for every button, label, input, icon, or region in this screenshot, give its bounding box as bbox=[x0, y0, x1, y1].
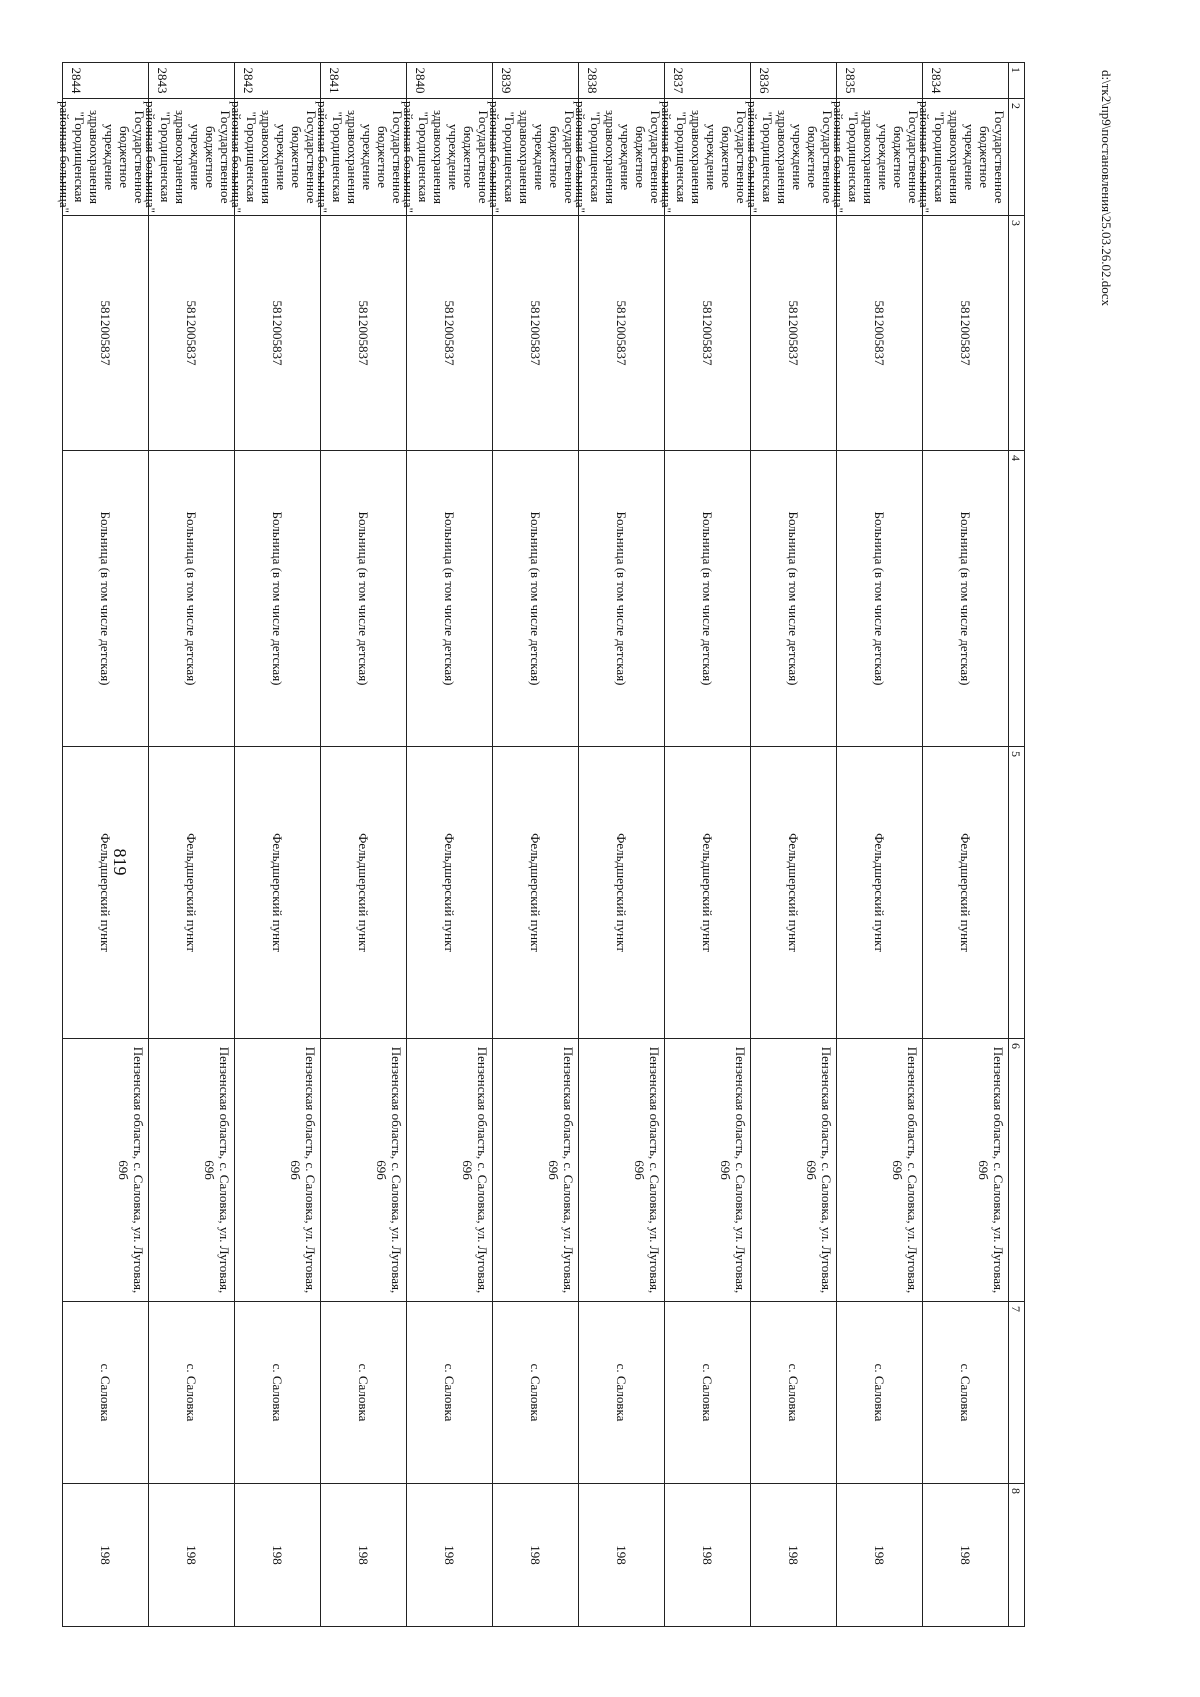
address-cell: Пензенская область, с. Саловка, ул. Луговая, 69б bbox=[923, 1039, 1009, 1302]
code-cell: 198 bbox=[235, 1484, 321, 1627]
institution-type-cell: Больница (в том числе детская) bbox=[149, 451, 235, 747]
locality-cell: с. Саловка bbox=[407, 1302, 493, 1484]
organization-cell bbox=[57, 99, 149, 216]
code-cell: 198 bbox=[63, 1484, 149, 1627]
row-number-cell: 2843 bbox=[149, 63, 235, 99]
unit-name-cell: Фельдшерский пункт bbox=[579, 747, 665, 1039]
unit-name-cell: Фельдшерский пункт bbox=[235, 747, 321, 1039]
address-cell: Пензенская область, с. Саловка, ул. Луговая, 69б bbox=[407, 1039, 493, 1302]
locality-cell: с. Саловка bbox=[579, 1302, 665, 1484]
column-number-cell: 5 bbox=[1009, 747, 1025, 1039]
unit-name-cell: Фельдшерский пункт bbox=[923, 747, 1009, 1039]
organization-cell-text: Государственное бюджетное учреждение здравоохранения "Городищенская районная больница" bbox=[831, 101, 921, 213]
inn-cell: 5812005837 bbox=[235, 216, 321, 451]
inn-cell: 5812005837 bbox=[493, 216, 579, 451]
table-row bbox=[149, 63, 235, 1627]
address-cell: Пензенская область, с. Саловка, ул. Луговая, 69б bbox=[837, 1039, 923, 1302]
organization-cell-text: Государственное бюджетное учреждение здравоохранения "Городищенская районная больница" bbox=[745, 101, 835, 213]
locality-cell: с. Саловка bbox=[751, 1302, 837, 1484]
table-row bbox=[321, 63, 407, 1627]
column-number-cell: 8 bbox=[1009, 1484, 1025, 1627]
code-cell: 198 bbox=[407, 1484, 493, 1627]
address-cell: Пензенская область, с. Саловка, ул. Луговая, 69б bbox=[579, 1039, 665, 1302]
inn-cell: 5812005837 bbox=[751, 216, 837, 451]
organization-cell bbox=[659, 99, 751, 216]
locality-cell: с. Саловка bbox=[837, 1302, 923, 1484]
unit-name-cell: Фельдшерский пункт bbox=[321, 747, 407, 1039]
code-cell: 198 bbox=[837, 1484, 923, 1627]
row-number-cell: 2835 bbox=[837, 63, 923, 99]
organization-cell bbox=[229, 99, 321, 216]
row-number-cell: 2842 bbox=[235, 63, 321, 99]
table-row bbox=[235, 63, 321, 1627]
code-cell: 198 bbox=[923, 1484, 1009, 1627]
organization-cell-text: Государственное бюджетное учреждение здравоохранения "Городищенская районная больница" bbox=[57, 101, 147, 213]
code-cell: 198 bbox=[751, 1484, 837, 1627]
unit-name-cell: Фельдшерский пункт bbox=[63, 747, 149, 1039]
institution-type-cell: Больница (в том числе детская) bbox=[923, 451, 1009, 747]
address-cell: Пензенская область, с. Саловка, ул. Луговая, 69б bbox=[63, 1039, 149, 1302]
organization-cell-text: Государственное бюджетное учреждение здравоохранения "Городищенская районная больница" bbox=[143, 101, 233, 213]
column-number-cell: 1 bbox=[1009, 63, 1025, 99]
address-cell: Пензенская область, с. Саловка, ул. Луговая, 69б bbox=[665, 1039, 751, 1302]
inn-cell: 5812005837 bbox=[837, 216, 923, 451]
code-cell: 198 bbox=[579, 1484, 665, 1627]
column-number-cell: 2 bbox=[1009, 99, 1025, 216]
table-row bbox=[579, 63, 665, 1627]
unit-name-cell: Фельдшерский пункт bbox=[407, 747, 493, 1039]
organization-cell-text: Государственное бюджетное учреждение здравоохранения "Городищенская районная больница" bbox=[315, 101, 405, 213]
organization-cell-text: Государственное бюджетное учреждение здравоохранения "Городищенская районная больница" bbox=[573, 101, 663, 213]
locality-cell: с. Саловка bbox=[63, 1302, 149, 1484]
column-number-cell: 3 bbox=[1009, 216, 1025, 451]
table-row bbox=[923, 63, 1009, 1627]
institution-type-cell: Больница (в том числе детская) bbox=[493, 451, 579, 747]
column-number-cell: 6 bbox=[1009, 1039, 1025, 1302]
institution-type-cell: Больница (в том числе детская) bbox=[579, 451, 665, 747]
locality-cell: с. Саловка bbox=[665, 1302, 751, 1484]
table-row bbox=[751, 63, 837, 1627]
code-cell: 198 bbox=[493, 1484, 579, 1627]
organization-cell bbox=[831, 99, 923, 216]
row-number-cell: 2840 bbox=[407, 63, 493, 99]
organization-cell bbox=[745, 99, 837, 216]
column-number-cell: 7 bbox=[1009, 1302, 1025, 1484]
institution-type-cell: Больница (в том числе детская) bbox=[235, 451, 321, 747]
organization-cell-text: Государственное бюджетное учреждение здравоохранения "Городищенская районная больница" bbox=[229, 101, 319, 213]
address-cell: Пензенская область, с. Саловка, ул. Луговая, 69б bbox=[149, 1039, 235, 1302]
inn-cell: 5812005837 bbox=[923, 216, 1009, 451]
row-number-cell: 2839 bbox=[493, 63, 579, 99]
file-path-footer: d:\тк2\пр9\постановления\25.03.26.02.docx bbox=[1099, 70, 1114, 307]
table-row bbox=[493, 63, 579, 1627]
table-row bbox=[837, 63, 923, 1627]
institution-type-cell: Больница (в том числе детская) bbox=[665, 451, 751, 747]
row-number-cell: 2837 bbox=[665, 63, 751, 99]
organization-cell bbox=[487, 99, 579, 216]
organization-cell bbox=[143, 99, 235, 216]
table-row bbox=[63, 63, 149, 1627]
institution-type-cell: Больница (в том числе детская) bbox=[321, 451, 407, 747]
address-cell: Пензенская область, с. Саловка, ул. Луговая, 69б bbox=[235, 1039, 321, 1302]
row-number-cell: 2834 bbox=[923, 63, 1009, 99]
organization-cell-text: Государственное бюджетное учреждение здравоохранения "Городищенская районная больница" bbox=[487, 101, 577, 213]
row-number-cell: 2841 bbox=[321, 63, 407, 99]
inn-cell: 5812005837 bbox=[407, 216, 493, 451]
data-table bbox=[57, 62, 1025, 1627]
institution-type-cell: Больница (в том числе детская) bbox=[751, 451, 837, 747]
locality-cell: с. Саловка bbox=[149, 1302, 235, 1484]
code-cell: 198 bbox=[665, 1484, 751, 1627]
organization-cell bbox=[315, 99, 407, 216]
unit-name-cell: Фельдшерский пункт bbox=[493, 747, 579, 1039]
unit-name-cell: Фельдшерский пункт bbox=[837, 747, 923, 1039]
organization-cell bbox=[573, 99, 665, 216]
address-cell: Пензенская область, с. Саловка, ул. Луговая, 69б bbox=[321, 1039, 407, 1302]
row-number-cell: 2836 bbox=[751, 63, 837, 99]
table-row bbox=[407, 63, 493, 1627]
inn-cell: 5812005837 bbox=[665, 216, 751, 451]
code-cell: 198 bbox=[149, 1484, 235, 1627]
organization-cell bbox=[401, 99, 493, 216]
unit-name-cell: Фельдшерский пункт bbox=[751, 747, 837, 1039]
address-cell: Пензенская область, с. Саловка, ул. Луговая, 69б bbox=[751, 1039, 837, 1302]
organization-cell-text: Государственное бюджетное учреждение здравоохранения "Городищенская районная больница" bbox=[659, 101, 749, 213]
column-number-row bbox=[1009, 63, 1025, 1627]
organization-cell-text: Государственное бюджетное учреждение здравоохранения "Городищенская районная больница" bbox=[401, 101, 491, 213]
organization-cell-text: Государственное бюджетное учреждение здравоохранения "Городищенская районная больница" bbox=[917, 101, 1007, 213]
inn-cell: 5812005837 bbox=[63, 216, 149, 451]
row-number-cell: 2844 bbox=[63, 63, 149, 99]
unit-name-cell: Фельдшерский пункт bbox=[665, 747, 751, 1039]
page-number: 819 bbox=[110, 848, 130, 876]
locality-cell: с. Саловка bbox=[923, 1302, 1009, 1484]
row-number-cell: 2838 bbox=[579, 63, 665, 99]
institution-type-cell: Больница (в том числе детская) bbox=[63, 451, 149, 747]
column-number-cell: 4 bbox=[1009, 451, 1025, 747]
inn-cell: 5812005837 bbox=[321, 216, 407, 451]
table-row bbox=[665, 63, 751, 1627]
unit-name-cell: Фельдшерский пункт bbox=[149, 747, 235, 1039]
inn-cell: 5812005837 bbox=[579, 216, 665, 451]
locality-cell: с. Саловка bbox=[235, 1302, 321, 1484]
institution-type-cell: Больница (в том числе детская) bbox=[837, 451, 923, 747]
organization-cell bbox=[917, 99, 1009, 216]
locality-cell: с. Саловка bbox=[493, 1302, 579, 1484]
address-cell: Пензенская область, с. Саловка, ул. Луговая, 69б bbox=[493, 1039, 579, 1302]
inn-cell: 5812005837 bbox=[149, 216, 235, 451]
locality-cell: с. Саловка bbox=[321, 1302, 407, 1484]
institution-type-cell: Больница (в том числе детская) bbox=[407, 451, 493, 747]
code-cell: 198 bbox=[321, 1484, 407, 1627]
